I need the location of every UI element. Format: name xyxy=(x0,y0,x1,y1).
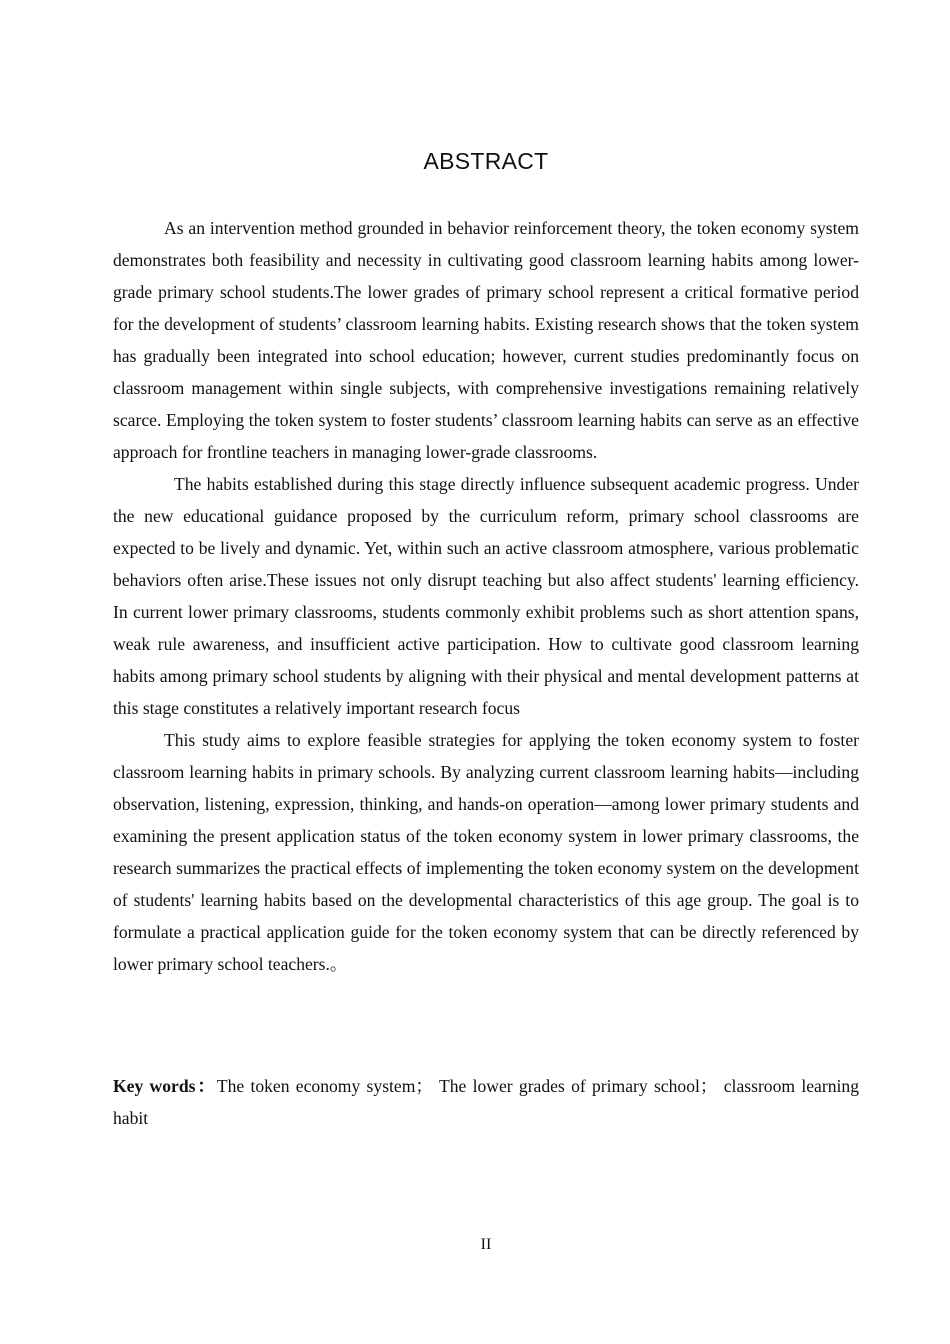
abstract-paragraph-2: The habits established during this stage directly influence subsequent academic progress. Under the new educational guidance proposed by the curriculum reform, primary school classrooms are expected to be lively and dynamic. Yet, within such an active classroom atmosphere, various problematic behaviors often arise.These issues not only disrupt teaching but also affect students' learning efficiency. In current lower primary classrooms, students commonly exhibit problems such as short attention spans, weak rule awareness, and insufficient active participation. How to cultivate good classroom learning habits among primary school students by aligning with their physical and mental development patterns at this stage constitutes a relatively important research focus xyxy=(113,474,859,718)
page-number: II xyxy=(480,1236,492,1253)
abstract-title: ABSTRACT xyxy=(423,148,549,174)
keywords-line xyxy=(113,1070,859,1134)
abstract-paragraph-3: This study aims to explore feasible strategies for applying the token economy system to foster classroom learning habits in primary schools. By analyzing current classroom learning habits—including observation, listening, expression, thinking, and hands-on operation—among lower primary students and examining the present application status of the token economy system in lower primary classrooms, the research summarizes the practical effects of implementing the token economy system on the development of students' learning habits based on the developmental characteristics of this age group. The goal is to formulate a practical application guide for the token economy system that can be directly referenced by lower primary school teachers.。 xyxy=(113,730,859,974)
keywords-text: The token economy system； The lower grades of primary school； classroom learning habit xyxy=(113,1076,859,1128)
abstract-body xyxy=(113,212,859,980)
abstract-paragraph-1: As an intervention method grounded in behavior reinforcement theory, the token economy system demonstrates both feasibility and necessity in cultivating good classroom learning habits among lower-grade primary school students.The lower grades of primary school represent a critical formative period for the development of students’ classroom learning habits. Existing research shows that the token system has gradually been integrated into school education; however, current studies predominantly focus on classroom management within single subjects, with comprehensive investigations remaining relatively scarce. Employing the token system to foster students’ classroom learning habits can serve as an effective approach for frontline teachers in managing lower-grade classrooms. xyxy=(113,218,859,462)
keywords-label: Key words： xyxy=(113,1076,217,1096)
